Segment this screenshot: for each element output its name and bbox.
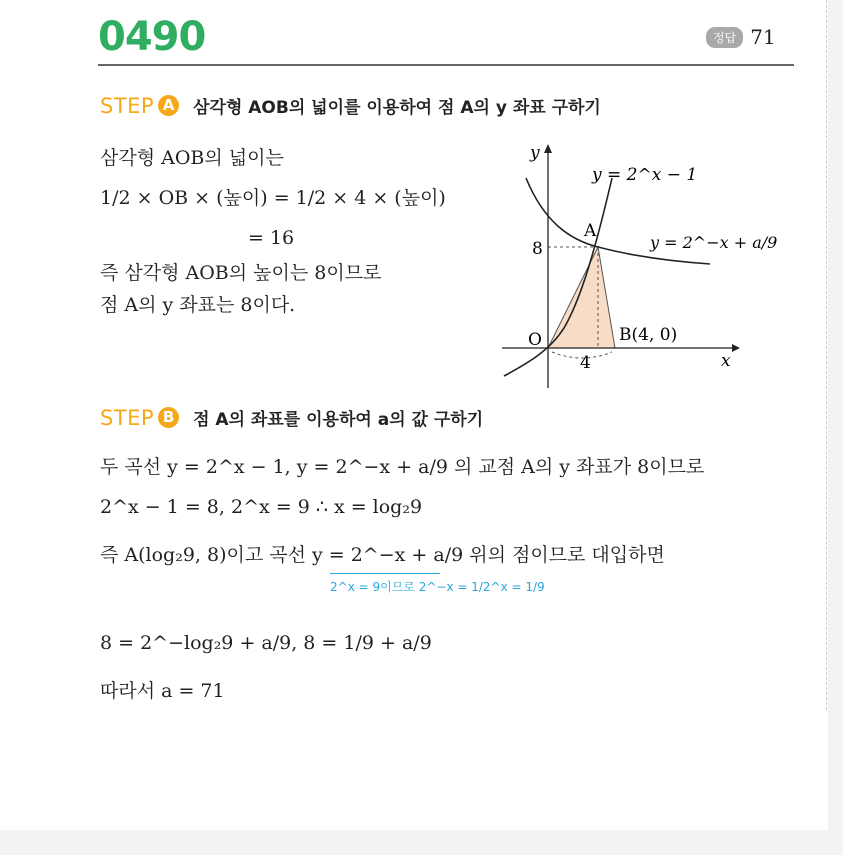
y-arrow-icon — [544, 144, 552, 153]
point-a-label: A — [584, 221, 597, 241]
step-a-line-2: 1/2 × OB × (높이) = 1/2 × 4 × (높이) — [100, 187, 446, 209]
answer-value: 71 — [750, 25, 776, 49]
x-axis-label: x — [721, 351, 731, 371]
step-a-line-4: 즉 삼각형 AOB의 높이는 8이므로 — [100, 262, 382, 284]
point-b-label: B(4, 0) — [619, 325, 678, 345]
step-a-line-5: 점 A의 y 좌표는 8이다. — [100, 294, 296, 316]
step-b-letter: B — [158, 407, 179, 428]
step-b-line-3: 즉 A(log₂9, 8)이고 곡선 y = 2^−x + a/9 위의 점이므로 대입하면 — [100, 544, 665, 566]
answer-box — [706, 25, 776, 49]
step-b-line-5: 따라서 a = 71 — [100, 680, 225, 702]
step-a-title: 삼각형 AOB의 넓이를 이용하여 점 A의 y 좌표 구하기 — [193, 98, 601, 118]
margin-divider — [826, 0, 827, 710]
step-b-title: 점 A의 좌표를 이용하여 a의 값 구하기 — [193, 410, 484, 430]
step-b-line-1: 두 곡선 y = 2^x − 1, y = 2^−x + a/9 의 교점 A의 y 좌표가 8이므로 — [100, 456, 705, 478]
curve-exp-label: y = 2^x − 1 — [592, 165, 698, 185]
x-arrow-icon — [732, 344, 740, 352]
hint-underline — [330, 573, 440, 574]
step-a-line-1: 삼각형 AOB의 넓이는 — [100, 147, 284, 169]
curve-decay-label: y = 2^−x + a/9 — [650, 233, 778, 252]
problem-number: 0490 — [98, 14, 206, 60]
y-axis-label: y — [530, 143, 540, 163]
tick-4-label: 4 — [580, 353, 591, 373]
triangle-aob — [548, 247, 615, 348]
step-a-line-3: = 16 — [248, 227, 295, 249]
hint-note: 2^x = 9이므로 2^−x = 1/2^x = 1/9 — [330, 580, 545, 594]
header-divider — [98, 64, 794, 66]
step-b-heading — [100, 405, 483, 430]
step-b-line-4: 8 = 2^−log₂9 + a/9, 8 = 1/9 + a/9 — [100, 632, 432, 654]
origin-label: O — [528, 330, 542, 350]
step-a-heading — [100, 93, 601, 118]
tick-8-label: 8 — [532, 239, 543, 259]
answer-badge: 정답 — [706, 27, 743, 48]
step-a-word: STEP — [100, 93, 155, 118]
step-a-letter: A — [158, 95, 179, 116]
step-b-word: STEP — [100, 405, 155, 430]
step-b-line-2: 2^x − 1 = 8, 2^x = 9 ∴ x = log₂9 — [100, 496, 423, 518]
function-graph — [500, 138, 778, 390]
